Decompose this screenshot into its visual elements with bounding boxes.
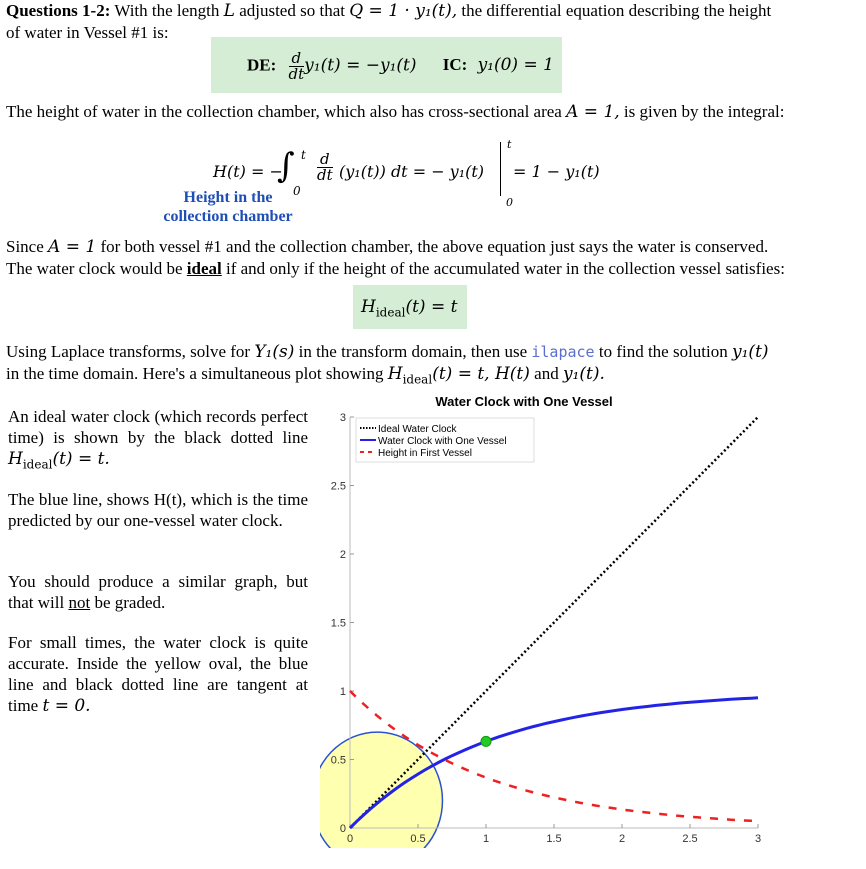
length-symbol: L [223, 1, 235, 21]
ic-equation: y₁(0) = 1 [477, 55, 554, 76]
collection-post: is given by the integral: [623, 102, 785, 121]
side-p1-eq-rest: (t) = t. [52, 449, 110, 469]
marker-point [481, 736, 491, 746]
since-area: A = 1 [48, 237, 97, 257]
integral-upper: t [301, 148, 306, 162]
ideal-word: ideal [186, 259, 222, 278]
ilaplace-code: ilapace [531, 343, 595, 361]
integral-rhs: = 1 − y₁(t) [513, 162, 600, 181]
laplace-y: y₁(t) [732, 342, 769, 362]
side-paragraph-4 [8, 632, 308, 717]
laplace-Y: Y₁(s) [254, 342, 295, 362]
header-text-3: the differential equation describing the height [461, 1, 772, 20]
ideal-pre: The water clock would be [6, 259, 183, 278]
ideal-H: H [361, 297, 376, 317]
de-d-num: d [289, 51, 305, 67]
header-line-2: of water in Vessel #1 is: [6, 23, 169, 42]
laplace-a: Using Laplace transforms, solve for [6, 342, 251, 361]
side-paragraph-1 [8, 406, 308, 475]
since-paragraph [6, 236, 862, 279]
legend-label: Water Clock with One Vessel [378, 436, 507, 447]
laplace-eq-rest: (t) = t, H(t) [432, 364, 530, 384]
laplace-paragraph [6, 341, 862, 390]
laplace-and: and [534, 364, 559, 383]
side-paragraph-2: The blue line, shows H(t), which is the time predicted by our one-vessel water clock. [8, 490, 308, 530]
laplace-line2-a: in the time domain. Here's a simultaneous plot showing [6, 364, 384, 383]
x-tick-label: 3 [754, 833, 762, 845]
x-tick-label: 1 [482, 833, 490, 845]
x-tick-label: 2.5 [682, 833, 698, 845]
y-tick-label: 0 [339, 823, 346, 835]
side-p4-eq: t = 0. [42, 696, 91, 716]
x-tick-label: 1.5 [546, 833, 562, 845]
integral-body: (y₁(t)) dt = − y₁(t) [339, 162, 485, 181]
side-p3-b: be graded. [94, 593, 166, 612]
ideal-post: if and only if the height of the accumulated water in the collection vessel satisfies: [226, 259, 785, 278]
integral-d-den: dt [317, 166, 333, 184]
side-p3-not: not [68, 593, 91, 612]
y-tick-label: 1 [339, 686, 346, 698]
x-tick-label: 2 [618, 833, 626, 845]
de-equation [247, 51, 554, 82]
y-tick-label: 2.5 [330, 480, 346, 493]
flow-condition: Q = 1 · y₁(t), [349, 1, 458, 21]
side-H-sub: ideal [22, 457, 53, 472]
integral-d-num: d [317, 152, 333, 168]
integral-lhs: H(t) = − [213, 162, 283, 181]
area-equation: A = 1, [566, 102, 620, 122]
ic-label: IC: [442, 55, 468, 75]
side-p4-text: For small times, the water clock is quite accurate. Inside the yellow oval, the blue line and black dotted line are tangent at time [8, 633, 308, 715]
eval-bar [500, 142, 501, 196]
integral-sign: ∫ [277, 146, 295, 186]
collection-pre: The height of water in the collection chamber, which also has cross-sectional area [6, 102, 562, 121]
laplace-line2-y: y₁(t). [562, 364, 605, 384]
x-tick-label: 0 [346, 833, 354, 845]
header-text-1: With the length [114, 1, 220, 20]
since-post: for both vessel #1 and the collection chamber, the above equation just says the water is conserved. [100, 237, 769, 256]
ideal-box [353, 285, 467, 329]
eval-top: t [507, 138, 512, 151]
label-line-1: Height in the [183, 189, 273, 206]
ideal-rest: (t) = t [405, 297, 458, 317]
legend-label: Ideal Water Clock [378, 424, 457, 435]
side-p1-text: An ideal water clock (which records perfect time) is shown by the black dotted line [8, 407, 308, 447]
de-rhs: y₁(t) = −y₁(t) [304, 55, 417, 76]
laplace-line2-eq [387, 364, 530, 387]
side-p3-a: You should produce a similar graph, but that will [8, 572, 308, 612]
y-tick-label: 1.5 [330, 617, 346, 630]
height-collection-label [150, 188, 306, 226]
de-d-den: dt [288, 65, 305, 83]
question-label: Questions 1-2: [6, 1, 111, 20]
water-clock-chart [320, 388, 766, 848]
eval-bottom: 0 [506, 196, 513, 209]
label-line-2: collection chamber [163, 208, 293, 225]
x-tick-label: 0.5 [410, 833, 426, 845]
y-tick-label: 0.5 [330, 754, 346, 767]
de-derivative [289, 51, 305, 82]
header-text-2: adjusted so that [239, 1, 345, 20]
laplace-b: in the transform domain, then use [298, 342, 528, 361]
collection-sentence [6, 101, 856, 123]
de-box [211, 37, 562, 93]
integral-derivative [317, 152, 333, 183]
laplace-c: to find the solution [598, 342, 728, 361]
y-tick-label: 3 [339, 412, 346, 424]
legend-label: Height in First Vessel [378, 448, 472, 459]
ideal-sub: ideal [375, 305, 406, 320]
ideal-equation [361, 297, 457, 319]
laplace-H-sub: ideal [402, 372, 433, 387]
integral-lower: 0 [293, 184, 301, 198]
since-pre: Since [6, 237, 44, 256]
chart-title: Water Clock with One Vessel [435, 394, 613, 409]
de-label: DE: [247, 55, 277, 75]
y-tick-label: 2 [339, 549, 346, 561]
laplace-H: H [387, 364, 403, 384]
side-p1-eq [8, 449, 110, 472]
side-paragraph-3 [8, 571, 308, 613]
side-H: H [8, 449, 23, 469]
